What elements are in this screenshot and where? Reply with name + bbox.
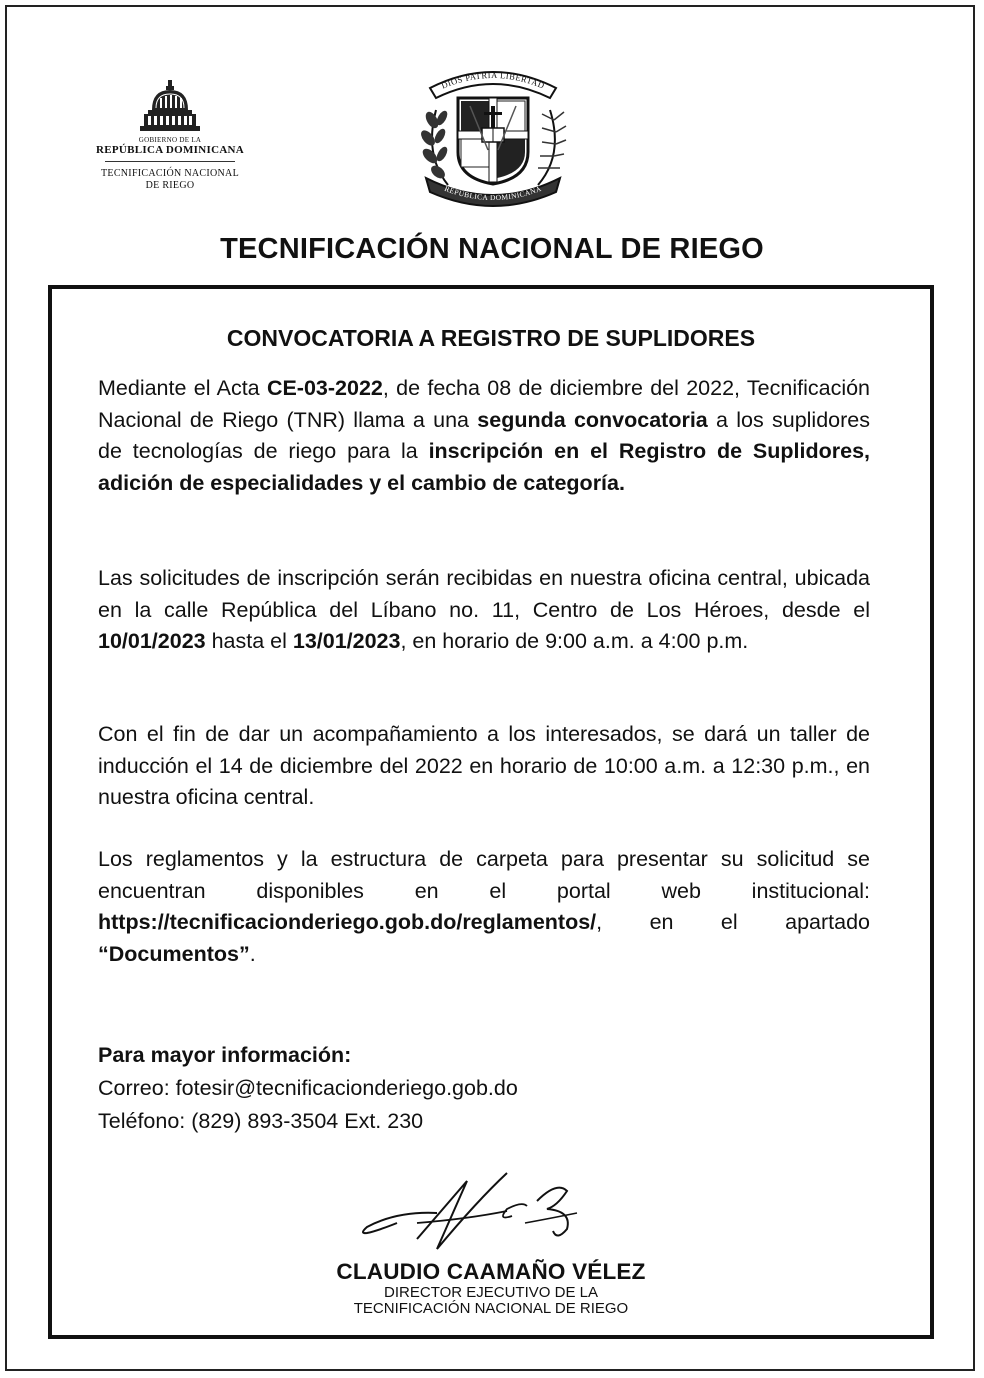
ribbon-top-text: DIOS PATRIA LIBERTAD <box>439 69 547 91</box>
paragraph-convocation <box>98 373 870 499</box>
notice-box <box>48 285 934 1339</box>
gov-logo-divider <box>105 161 235 162</box>
paragraph-workshop <box>98 719 870 814</box>
gov-logo-line2: REPÚBLICA DOMINICANA <box>95 144 245 156</box>
start-date: 10/01/2023 <box>98 629 206 653</box>
regulations-link[interactable]: https://tecnificacionderiego.gob.do/reglamentos/ <box>98 910 597 934</box>
paragraph-dates <box>98 563 870 658</box>
signer-block <box>52 1259 930 1317</box>
end-date: 13/01/2023 <box>292 629 401 653</box>
p1-registration-scope: inscripción en el Registro de Suplidores, adición de especialidades y el cambio de categoría. <box>98 439 870 495</box>
p4-text-3: . <box>249 941 256 966</box>
page-title: TECNIFICACIÓN NACIONAL DE RIEGO <box>220 233 764 265</box>
p1-second-call: segunda convocatoria <box>477 407 708 432</box>
coat-of-arms-icon <box>418 60 568 210</box>
government-logo <box>90 80 250 192</box>
p1-act-number: CE-03-2022 <box>266 376 383 400</box>
paragraph-regulations <box>98 844 870 970</box>
signature-image <box>357 1161 597 1251</box>
documents-section: “Documentos” <box>98 941 250 966</box>
signer-title-line1: DIRECTOR EJECUTIVO DE LA <box>384 1284 598 1301</box>
gov-logo-line4: DE RIEGO <box>145 180 195 191</box>
gov-logo-line3: TECNIFICACIÓN NACIONAL <box>101 168 239 179</box>
contact-heading: Para mayor información: <box>98 1043 352 1067</box>
p2-text-3: , en horario de 9:00 a.m. a 4:00 p.m. <box>400 629 749 653</box>
p1-text-3: a los suplidores de tecnologías de riego para la <box>98 407 870 463</box>
signer-title-line2: TECNIFICACIÓN NACIONAL DE RIEGO <box>353 1300 629 1317</box>
p2-text-1: Las solicitudes de inscripción serán recibidas en nuestra oficina central, ubicada en la calle República del Líbano no. 11, Centro de Los Héroes, desde el <box>98 566 870 622</box>
signer-name: CLAUDIO CAAMAÑO VÉLEZ <box>336 1259 646 1284</box>
contact-info <box>98 1039 518 1138</box>
contact-email[interactable]: Correo: fotesir@tecnificacionderiego.gob.do <box>98 1076 518 1100</box>
ribbon-bottom-text: REPÚBLICA DOMINICANA <box>443 183 543 203</box>
p3-text-1: Con el fin de dar un acompañamiento a los interesados, se dará un taller de inducción el 14 de diciembre del 2022 en horario de 10:00 a.m. a 12:30 p.m., en nuestra oficina central. <box>98 722 870 809</box>
p1-text-2: , de fecha 08 de diciembre del 2022, Tecnificación Nacional de Riego (TNR) llama a una <box>98 376 871 432</box>
national-palace-dome-icon <box>140 80 200 132</box>
p4-text-1: Los reglamentos y la estructura de carpeta para presentar su solicitud se encuentran disponibles en el portal web institucional: <box>98 847 870 903</box>
notice-title: CONVOCATORIA A REGISTRO DE SUPLIDORES <box>226 325 756 351</box>
gov-logo-line1: GOBIERNO DE LA <box>138 136 202 144</box>
p2-text-2: hasta el <box>205 629 293 653</box>
p4-text-2: , en el apartado <box>596 910 870 934</box>
contact-phone: Teléfono: (829) 893-3504 Ext. 230 <box>98 1109 424 1133</box>
p1-text-1: Mediante el Acta <box>98 376 267 400</box>
